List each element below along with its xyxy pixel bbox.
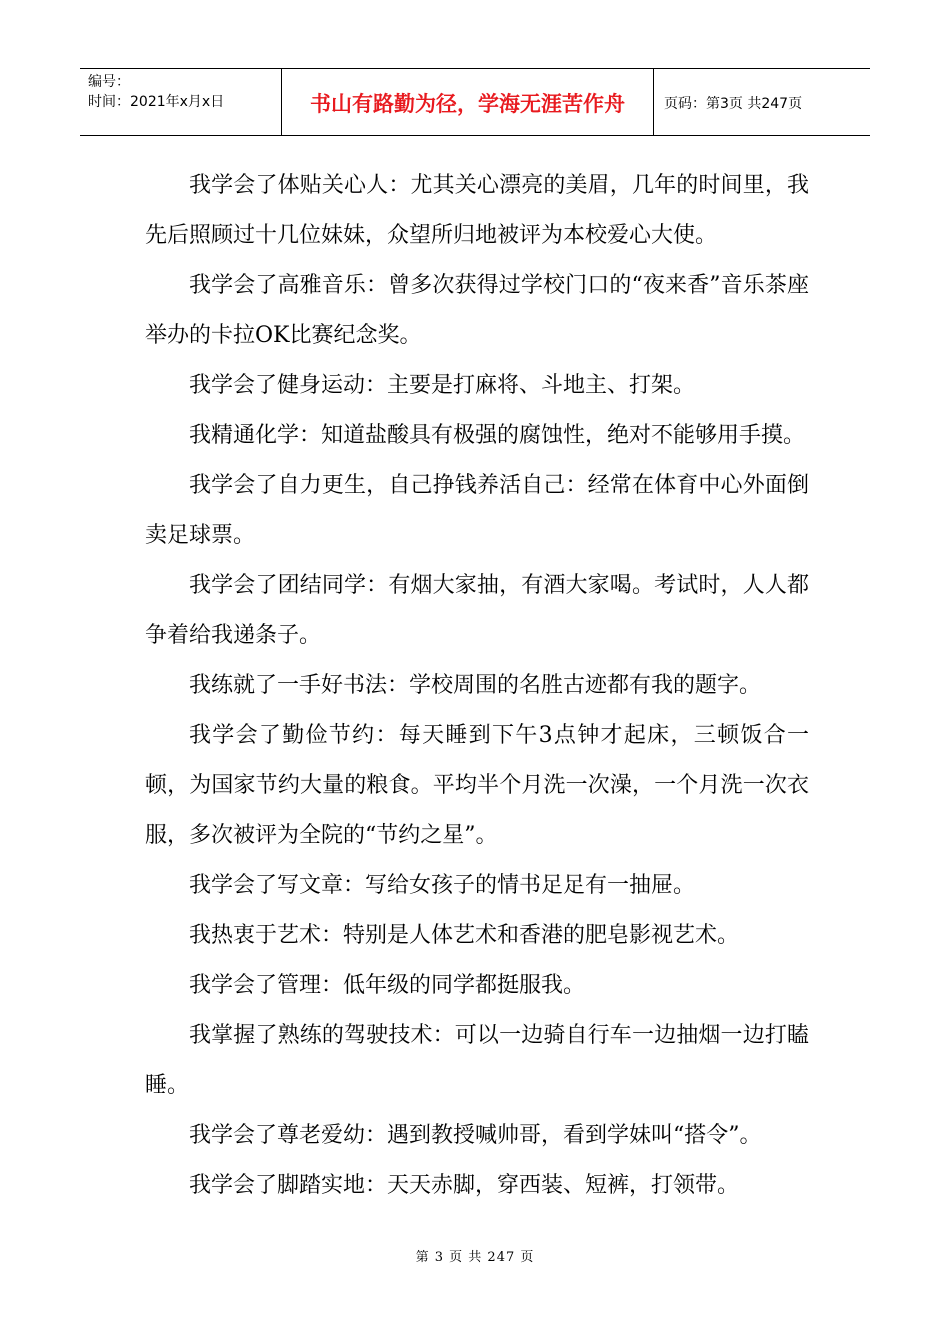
document-body — [145, 161, 809, 1211]
header-motto: 书山有路勤为径，学海无涯苦作舟 — [282, 69, 654, 135]
paragraph: 我学会了写文章：写给女孩子的情书足足有一抽屉。 — [189, 873, 696, 898]
paragraph: 我学会了管理：低年级的同学都挺服我。 — [189, 973, 586, 998]
paragraph: 我学会了高雅音乐：曾多次获得过学校门口的“夜来香”音乐茶座举办的卡拉OK比赛纪念奖。 — [145, 273, 809, 348]
paragraph: 我热衷于艺术：特别是人体艺术和香港的肥皂影视艺术。 — [189, 923, 740, 948]
paragraph: 我学会了自力更生，自己挣钱养活自己：经常在体育中心外面倒卖足球票。 — [145, 473, 809, 548]
paragraph: 我学会了体贴关心人：尤其关心漂亮的美眉，几年的时间里，我先后照顾过十几位妹妹，众望所归地被评为本校爱心大使。 — [145, 173, 809, 248]
paragraph: 我练就了一手好书法：学校周围的名胜古迹都有我的题字。 — [189, 673, 762, 698]
paragraph: 我学会了团结同学：有烟大家抽，有酒大家喝。考试时，人人都争着给我递条子。 — [145, 573, 809, 648]
paragraph: 我学会了尊老爱幼：遇到教授喊帅哥，看到学妹叫“搭令”。 — [189, 1123, 762, 1148]
header-page-label: 页码：第3页 共247页 — [664, 96, 803, 112]
paragraph: 我精通化学：知道盐酸具有极强的腐蚀性，绝对不能够用手摸。 — [189, 423, 806, 448]
page-header — [80, 68, 870, 136]
header-meta — [80, 69, 282, 135]
paragraph: 我掌握了熟练的驾驶技术：可以一边骑自行车一边抽烟一边打瞌睡。 — [145, 1023, 809, 1098]
paragraph: 我学会了勤俭节约：每天睡到下午3点钟才起床，三顿饭合一顿，为国家节约大量的粮食。平均半个月洗一次澡，一个月洗一次衣服，多次被评为全院的“节约之星”。 — [145, 723, 809, 848]
page-footer: 第 3 页 共 247 页 — [415, 1250, 535, 1265]
paragraph: 我学会了健身运动：主要是打麻将、斗地主、打架。 — [189, 373, 696, 398]
paragraph: 我学会了脚踏实地：天天赤脚，穿西装、短裤，打领带。 — [189, 1173, 740, 1198]
time-label: 时间：2021年x月x日 — [88, 94, 225, 110]
number-label: 编号： — [88, 74, 130, 90]
